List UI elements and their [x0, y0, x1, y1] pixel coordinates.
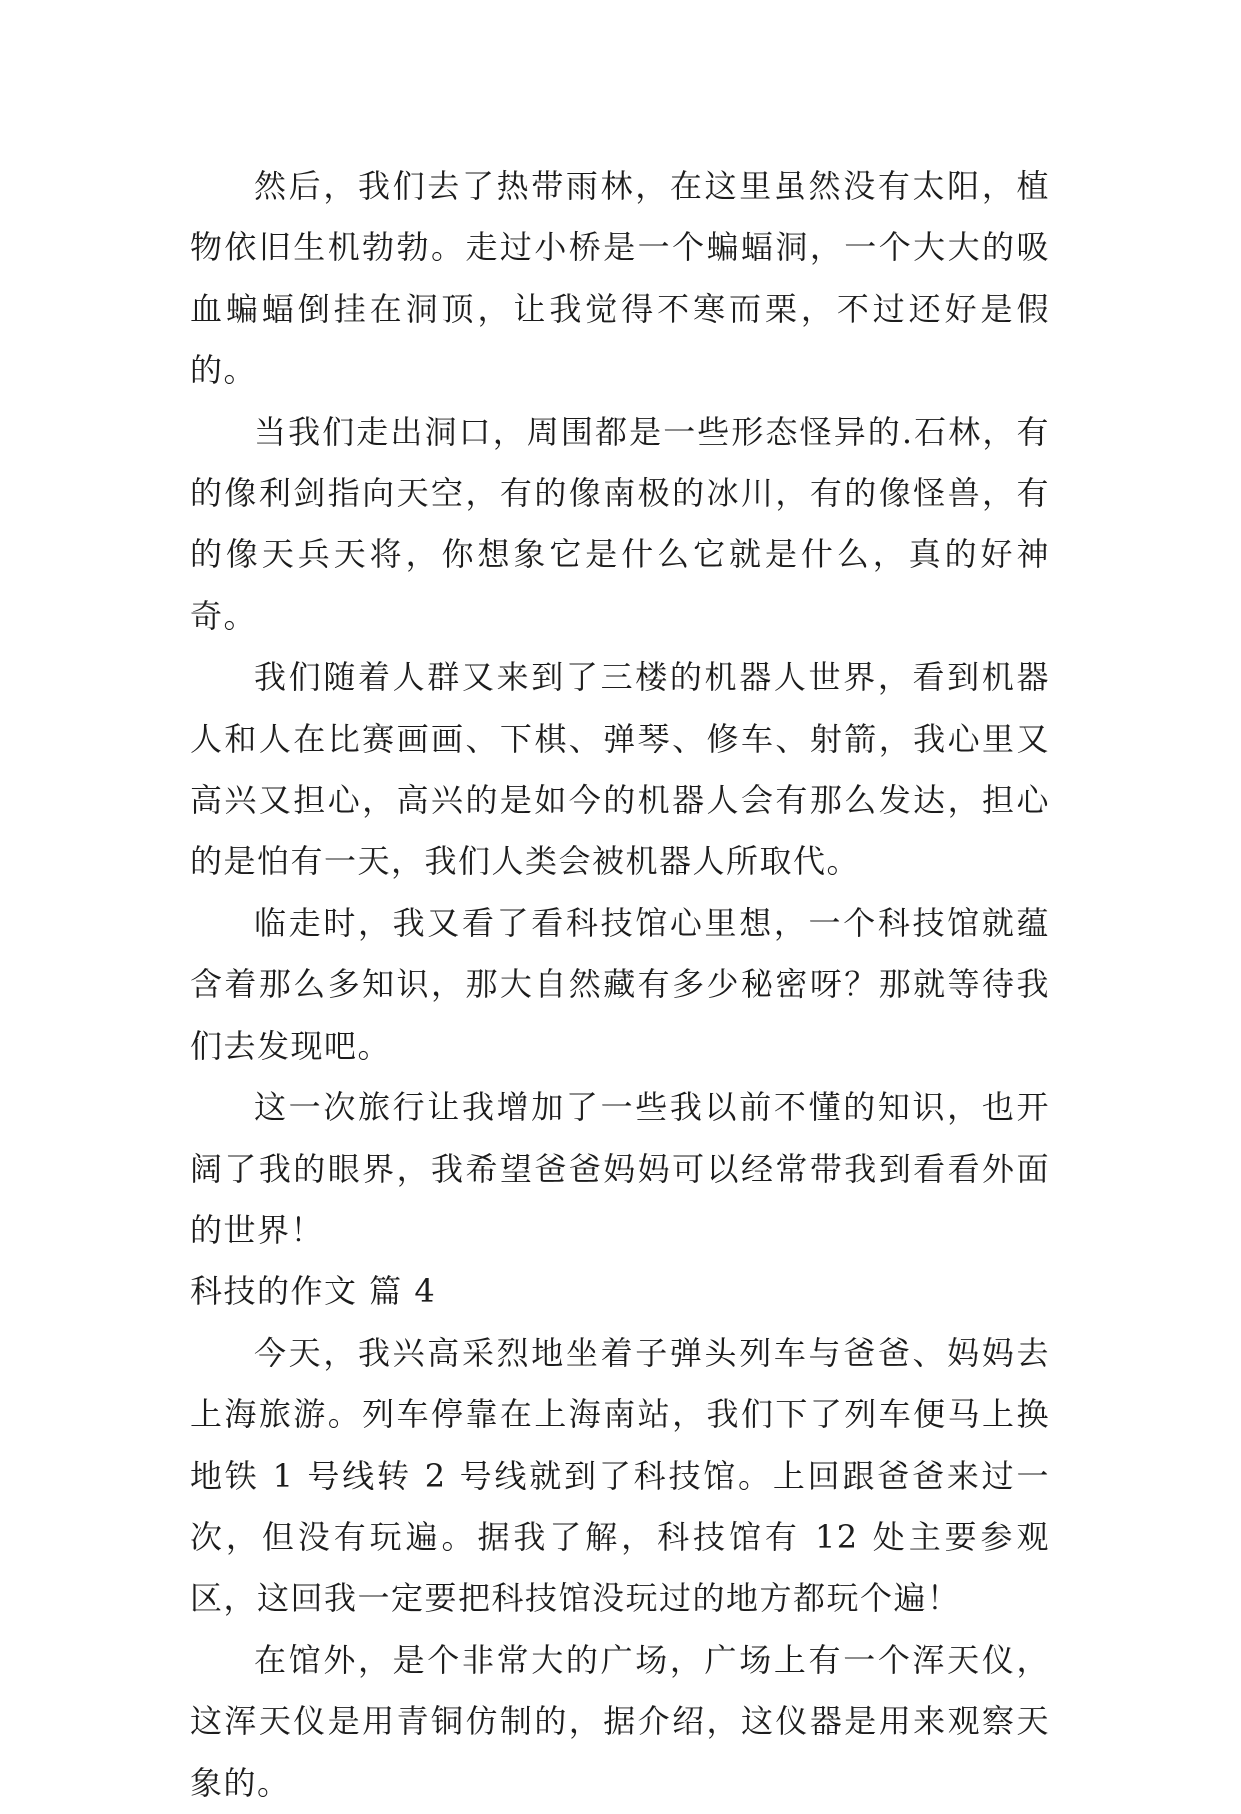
paragraph-rainforest: 然后，我们去了热带雨林，在这里虽然没有太阳，植物依旧生机勃勃。走过小桥是一个蝙蝠洞，一个大大的吸血蝙蝠倒挂在洞顶，让我觉得不寒而栗，不过还好是假的。 — [190, 167, 1050, 390]
paragraph-leaving: 临走时，我又看了看科技馆心里想，一个科技馆就蕴含着那么多知识，那大自然藏有多少秘密呀？那就等待我们去发现吧。 — [190, 903, 1050, 1065]
section-heading: 科技的作文 篇 4 — [190, 1272, 437, 1311]
paragraph-armillary-sphere: 在馆外，是个非常大的广场，广场上有一个浑天仪，这浑天仪是用青铜仿制的，据介绍，这仪器是用来观察天象的。 — [190, 1640, 1050, 1802]
paragraph-trip-to-shanghai: 今天，我兴高采烈地坐着子弹头列车与爸爸、妈妈去上海旅游。列车停靠在上海南站，我们下了列车便马上换地铁 1 号线转 2 号线就到了科技馆。上回跟爸爸来过一次，但没有玩遍。据我了解，科技馆有 12 处主要参观区，这回我一定要把科技馆没玩过的地方都玩个遍！ — [190, 1333, 1050, 1618]
paragraph-robot-world: 我们随着人群又来到了三楼的机器人世界，看到机器人和人在比赛画画、下棋、弹琴、修车、射箭，我心里又高兴又担心，高兴的是如今的机器人会有那么发达，担心的是怕有一天，我们人类会被机器人所取代。 — [190, 658, 1050, 881]
paragraph-conclusion: 这一次旅行让我增加了一些我以前不懂的知识，也开阔了我的眼界，我希望爸爸妈妈可以经常带我到看看外面的世界！ — [190, 1088, 1050, 1249]
paragraph-stone-forest: 当我们走出洞口，周围都是一些形态怪异的.石林，有的像利剑指向天空，有的像南极的冰川，有的像怪兽，有的像天兵天将，你想象它是什么它就是什么，真的好神奇。 — [190, 412, 1050, 635]
document-body — [190, 156, 1050, 1814]
